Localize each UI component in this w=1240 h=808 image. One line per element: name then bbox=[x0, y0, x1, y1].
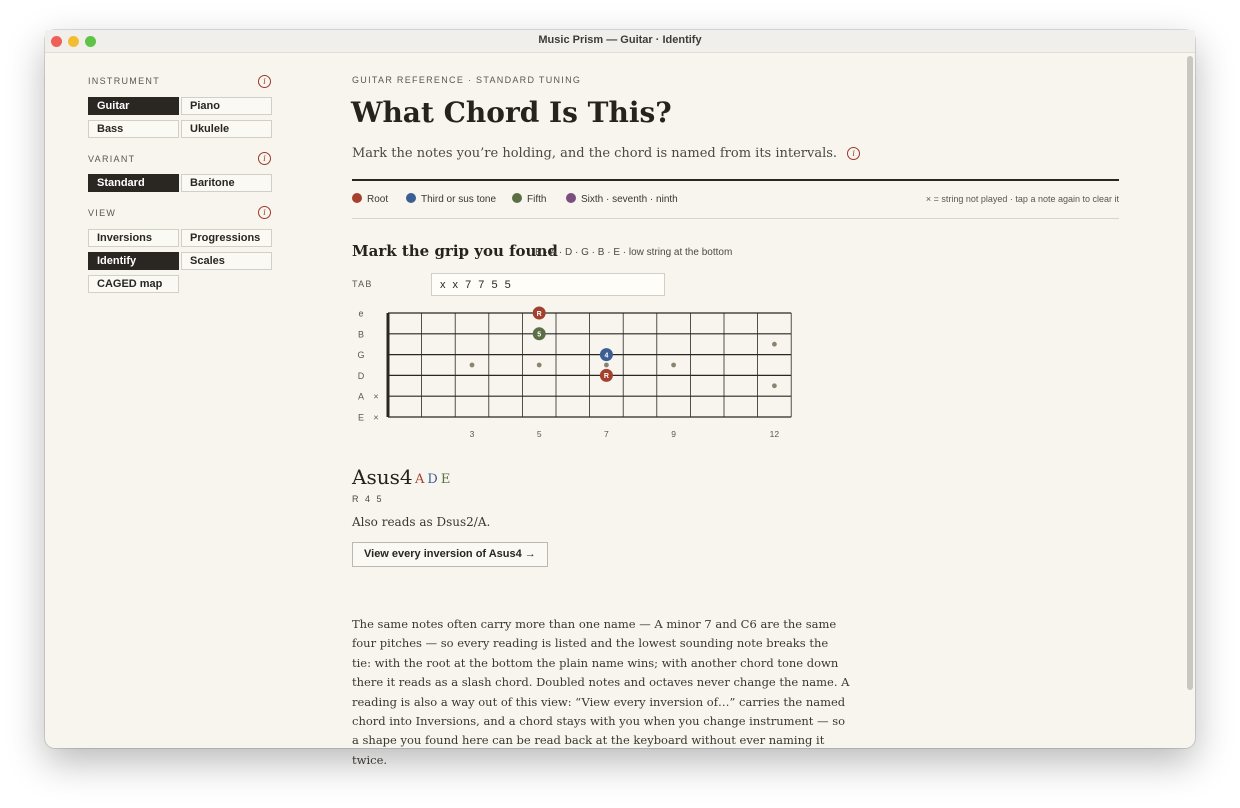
svg-text:R: R bbox=[603, 373, 609, 381]
legend-fifth-label: Fifth bbox=[527, 194, 547, 205]
instrument-piano-button[interactable]: Piano bbox=[181, 97, 272, 115]
title-bar bbox=[45, 30, 1195, 53]
fretboard[interactable] bbox=[345, 302, 805, 452]
fret-inlay-dot bbox=[772, 342, 777, 347]
fretboard-notes[interactable] bbox=[533, 307, 613, 382]
subtitle-info-icon[interactable]: i bbox=[847, 147, 860, 160]
svg-text:R: R bbox=[536, 310, 542, 318]
instrument-guitar-button[interactable]: Guitar bbox=[88, 97, 179, 115]
grip-note: E · A · D · G · B · E · low string at the bottom bbox=[535, 247, 733, 258]
fret-note-marker bbox=[533, 327, 546, 340]
variant-standard-button[interactable]: Standard bbox=[88, 174, 179, 192]
fret-inlay-dot bbox=[604, 363, 609, 368]
string-name: e bbox=[358, 308, 364, 319]
muted-marker: × bbox=[373, 391, 379, 402]
page-title: What Chord Is This? bbox=[351, 96, 672, 129]
alternate-reading: Also reads as Dsus2/A. bbox=[352, 515, 491, 529]
fretboard-grid bbox=[388, 310, 791, 417]
view-info-icon[interactable]: i bbox=[258, 206, 271, 219]
string-name: G bbox=[357, 350, 365, 361]
legend-extension bbox=[566, 193, 678, 205]
fret-number: 9 bbox=[671, 429, 676, 439]
legend-note: × = string not played · tap a note again to clear it bbox=[925, 194, 1119, 204]
legend-extension-label: Sixth · seventh · ninth bbox=[581, 194, 678, 205]
chord-notes bbox=[415, 472, 453, 487]
fret-number: 5 bbox=[536, 429, 542, 439]
legend-rule bbox=[352, 218, 1119, 219]
fret-number: 12 bbox=[769, 429, 780, 439]
fret-inlay-dot bbox=[537, 363, 542, 368]
chord-note-a: A bbox=[415, 472, 428, 487]
fret-inlay-dot bbox=[772, 383, 777, 388]
view-caged-map-button[interactable]: CAGED map bbox=[88, 275, 179, 293]
legend-root-swatch bbox=[352, 193, 362, 203]
app-window bbox=[45, 30, 1195, 767]
fret-note-marker bbox=[533, 307, 546, 320]
instrument-ukulele-button[interactable]: Ukulele bbox=[181, 120, 272, 138]
legend-third-swatch bbox=[406, 193, 416, 203]
string-name: D bbox=[357, 370, 365, 381]
legend-fifth bbox=[512, 193, 546, 205]
variant-section-label: VARIANT bbox=[88, 154, 136, 164]
svg-text:5: 5 bbox=[537, 331, 542, 339]
fret-number: 7 bbox=[604, 429, 609, 439]
chord-name: Asus4 bbox=[352, 465, 413, 489]
legend-root-label: Root bbox=[367, 194, 389, 205]
string-name: A bbox=[357, 391, 365, 402]
legend-third-label: Third or sus tone bbox=[421, 194, 497, 205]
header-rule bbox=[352, 179, 1119, 181]
legend-root bbox=[352, 193, 388, 205]
variant-baritone-button[interactable]: Baritone bbox=[181, 174, 272, 192]
view-inversions-link-button[interactable]: View every inversion of Asus4 → bbox=[352, 542, 548, 567]
legend-fifth-swatch bbox=[512, 193, 522, 203]
svg-text:4: 4 bbox=[604, 352, 609, 360]
window-title: Music Prism — Guitar · Identify bbox=[538, 34, 702, 46]
view-progressions-button[interactable]: Progressions bbox=[181, 229, 272, 247]
variant-info-icon[interactable]: i bbox=[258, 152, 271, 165]
instrument-section-label: INSTRUMENT bbox=[88, 76, 160, 86]
eyebrow: GUITAR REFERENCE · STANDARD TUNING bbox=[352, 75, 582, 85]
explanation-paragraph: The same notes often carry more than one name — A minor 7 and C6 are the same four pitches — so every reading is listed and the lowest sounding note breaks the tie: with the root at the bottom the plain name wins; with another chord tone down there it reads as a slash chord. Doubled notes and octaves never change the name. A reading is also a way out of this view: “View every inversion of…” carries the named chord into Inversions, and a chord stays with you when you change instrument — so a shape you found here can be read back at the keyboard without ever naming it twice. bbox=[352, 617, 850, 767]
fret-inlay-dot bbox=[671, 363, 676, 368]
fretboard-labels bbox=[357, 309, 779, 440]
view-scales-button[interactable]: Scales bbox=[181, 252, 272, 270]
scrollbar[interactable] bbox=[1187, 56, 1193, 690]
string-name: E bbox=[357, 412, 365, 423]
view-identify-button[interactable]: Identify bbox=[88, 252, 179, 270]
tab-input[interactable] bbox=[431, 273, 665, 296]
string-name: B bbox=[357, 329, 365, 340]
legend-extension-swatch bbox=[566, 193, 576, 203]
muted-marker: × bbox=[373, 412, 379, 423]
chord-note-d: D bbox=[427, 472, 441, 487]
grip-heading: Mark the grip you found bbox=[352, 242, 558, 260]
instrument-info-icon[interactable]: i bbox=[258, 75, 271, 88]
view-inversions-button[interactable]: Inversions bbox=[88, 229, 179, 247]
tab-label: TAB bbox=[352, 279, 373, 289]
view-section-label: VIEW bbox=[88, 208, 117, 218]
page-subtitle bbox=[352, 146, 854, 161]
fret-note-marker bbox=[600, 369, 613, 382]
chord-note-e: E bbox=[440, 472, 454, 487]
chord-intervals: R 4 5 bbox=[352, 494, 384, 504]
instrument-bass-button[interactable]: Bass bbox=[88, 120, 179, 138]
fret-number: 3 bbox=[469, 429, 475, 439]
subtitle-text: Mark the notes you’re holding, and the chord is named from its intervals. bbox=[352, 146, 838, 161]
fret-note-marker bbox=[600, 348, 613, 361]
legend-third bbox=[406, 193, 496, 205]
fret-inlay-dot bbox=[470, 363, 475, 368]
